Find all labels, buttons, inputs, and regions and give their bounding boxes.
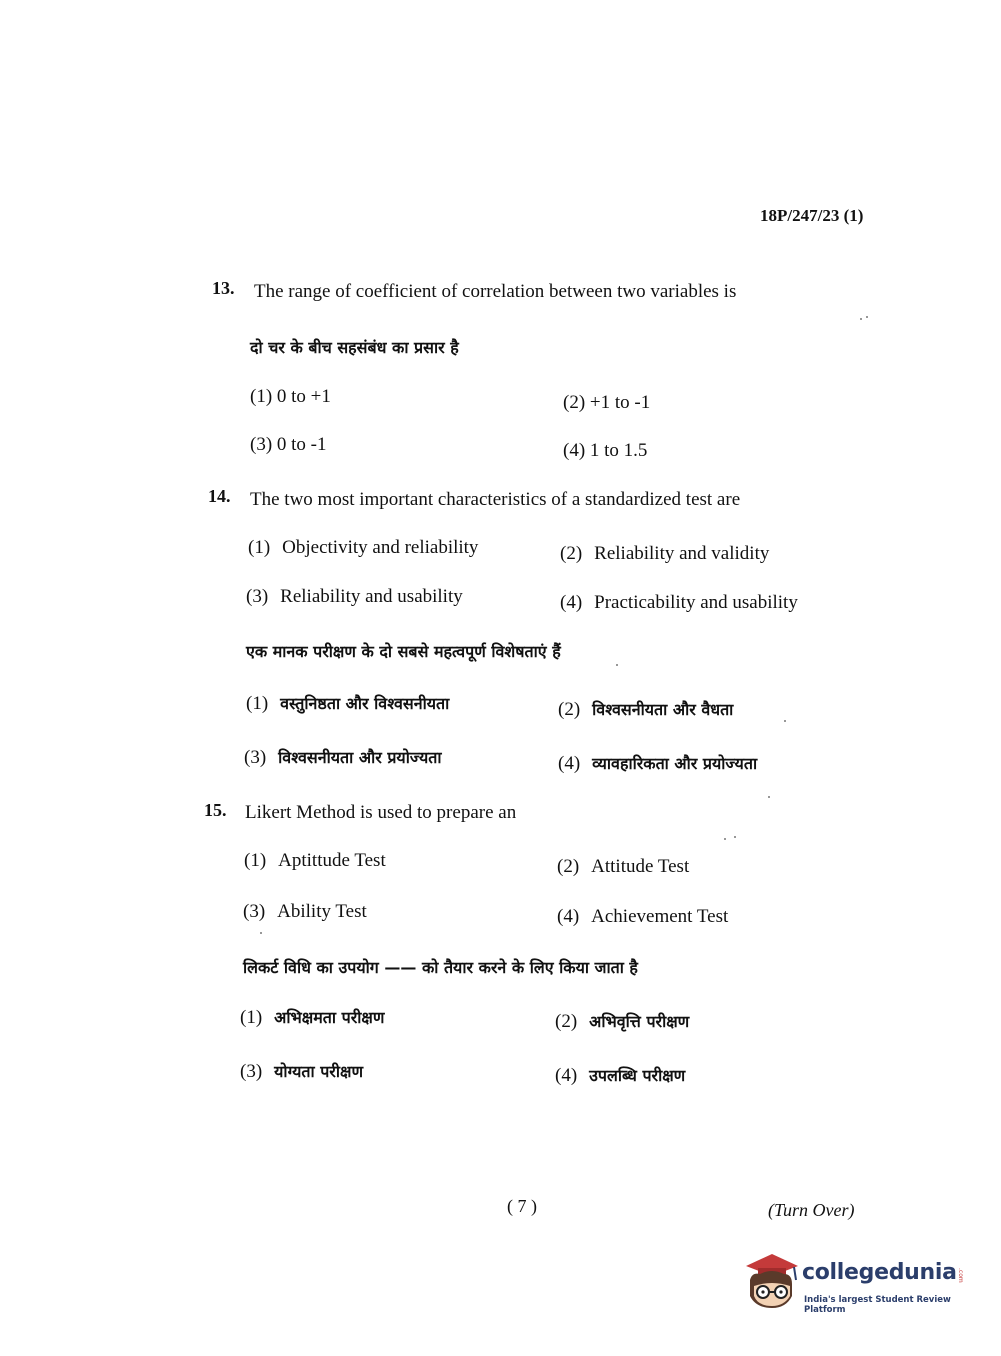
question-15-text-en: Likert Method is used to prepare an [245,802,517,823]
question-13-option-1: (1) 0 to +1 [250,386,331,407]
collegedunia-logo [742,1250,972,1320]
scan-speck [768,796,770,798]
question-14-text-en: The two most important characteristics of a standardized test are [250,489,741,510]
scan-speck [260,932,262,934]
question-15-option-hi-1: (1) अभिक्षमता परीक्षण [240,1007,385,1028]
scan-speck [784,720,786,722]
question-14-option-1: (1) Objectivity and reliability [248,537,479,558]
scan-speck [724,838,726,840]
logo-tld: .com [957,1268,964,1283]
question-14-option-hi-4: (4) व्यावहारिकता और प्रयोज्यता [558,753,758,774]
question-15-option-hi-2: (2) अभिवृत्ति परीक्षण [555,1011,690,1032]
scan-speck [866,316,868,318]
question-13-text-en: The range of coefficient of correlation between two variables is [254,281,737,302]
logo-tagline: India's largest Student Review Platform [804,1295,951,1315]
scan-speck [734,836,736,838]
question-15-option-hi-3: (3) योग्यता परीक्षण [240,1061,364,1082]
question-14-option-2: (2) Reliability and validity [560,543,770,564]
question-14-text-hi: एक मानक परीक्षण के दो सबसे महत्वपूर्ण विशेषताएं हैं [246,642,561,661]
scan-speck [860,318,862,320]
mascot-icon [742,1250,800,1314]
question-13-option-2: (2) +1 to -1 [563,392,651,413]
turn-over-label: (Turn Over) [768,1200,855,1220]
logo-brand-name: collegedunia [802,1260,957,1285]
question-14-option-4: (4) Practicability and usability [560,592,798,613]
question-15-text-hi: लिकर्ट विधि का उपयोग —— को तैयार करने के लिए किया जाता है [243,958,638,977]
question-13-option-4: (4) 1 to 1.5 [563,440,648,461]
question-15-number: 15. [204,800,227,820]
question-15-option-4: (4) Achievement Test [557,906,729,927]
question-13-option-3: (3) 0 to -1 [250,434,327,455]
scan-speck [616,664,618,666]
page-number: ( 7 ) [507,1196,537,1216]
question-15-option-3: (3) Ability Test [243,901,367,922]
question-14-number: 14. [208,486,231,506]
paper-code: 18P/247/23 (1) [760,206,864,225]
question-13-number: 13. [212,278,235,298]
question-14-option-hi-3: (3) विश्वसनीयता और प्रयोज्यता [244,747,442,768]
question-14-option-3: (3) Reliability and usability [246,586,463,607]
question-14-option-hi-1: (1) वस्तुनिष्ठता और विश्वसनीयता [246,693,450,714]
question-14-option-hi-2: (2) विश्वसनीयता और वैधता [558,699,734,720]
question-15-option-1: (1) Aptittude Test [244,850,386,871]
question-15-option-2: (2) Attitude Test [557,856,690,877]
question-13-text-hi: दो चर के बीच सहसंबंध का प्रसार है [250,338,459,357]
question-15-option-hi-4: (4) उपलब्धि परीक्षण [555,1065,686,1086]
